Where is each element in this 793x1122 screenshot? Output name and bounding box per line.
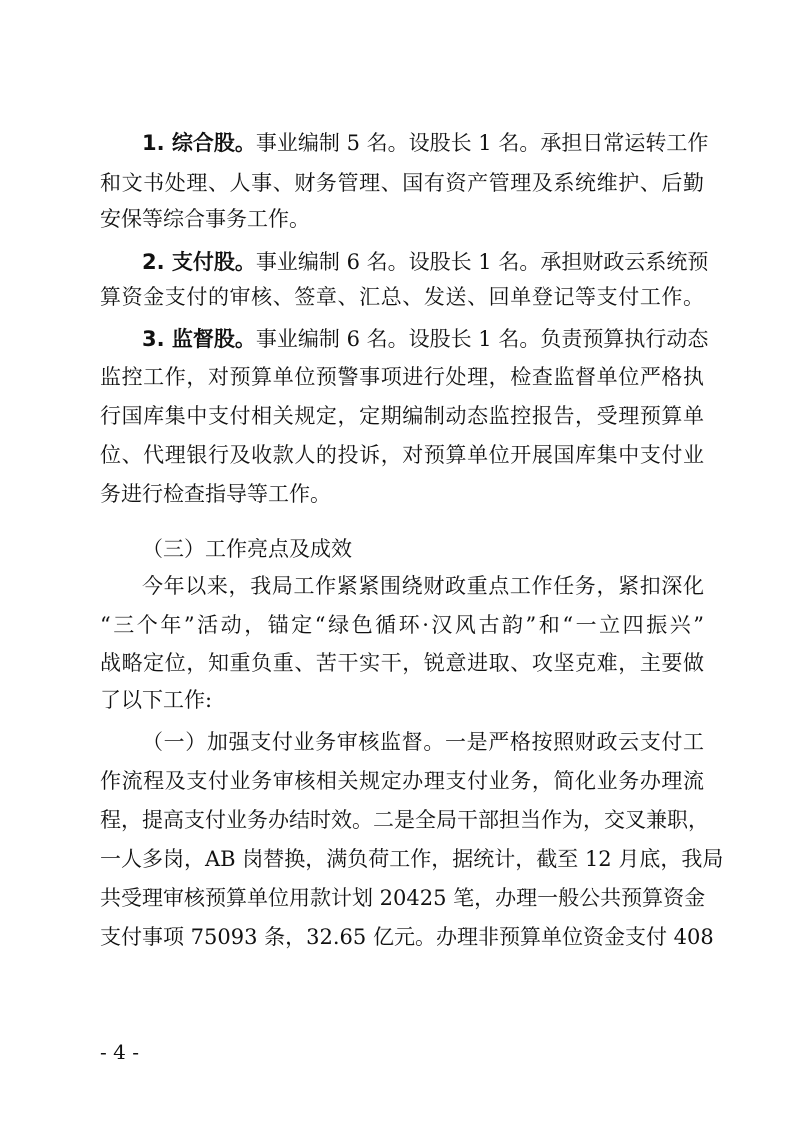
page-number: - 4 - [100, 1040, 139, 1064]
line-text: “三个年”活动，锚定“绿色循环·汉风古韵”和“一立四振兴” [100, 613, 704, 637]
text-line [142, 729, 704, 755]
text-line [100, 612, 704, 638]
section-label: 3. 监督股。 [142, 327, 256, 351]
text-line [100, 687, 704, 713]
line-text: 位、代理银行及收款人的投诉，对预算单位开展国库集中支付业 [100, 443, 704, 467]
line-text: 事业编制 5 名。设股长 1 名。承担日常运转工作 [255, 131, 709, 155]
line-text: 监控工作，对预算单位预警事项进行处理，检查监督单位严格执 [100, 365, 704, 389]
line-text: 行国库集中支付相关规定，定期编制动态监控报告，受理预算单 [100, 404, 704, 428]
text-line [100, 807, 709, 833]
text-line [100, 885, 704, 911]
line-text: 安保等综合事务工作。 [100, 207, 310, 231]
line-text: 算资金支付的审核、签章、汇总、发送、回单登记等支付工作。 [100, 285, 704, 309]
text-line [100, 364, 704, 390]
section-label: 1. 综合股。 [142, 131, 256, 155]
text-line [100, 650, 704, 676]
text-line [142, 130, 709, 156]
text-line [142, 326, 709, 352]
section-label: 2. 支付股。 [142, 250, 256, 274]
text-line [142, 249, 709, 275]
text-line [100, 403, 704, 429]
text-line [100, 924, 714, 950]
text-line [100, 481, 704, 507]
line-text: （三）工作亮点及成效 [142, 537, 352, 561]
line-text: 作流程及支付业务审核相关规定办理支付业务，简化业务办理流 [100, 769, 704, 793]
line-text: 事业编制 6 名。设股长 1 名。承担财政云系统预 [255, 250, 709, 274]
line-text: 和文书处理、人事、财务管理、国有资产管理及系统维护、后勤 [100, 171, 704, 195]
text-line [100, 442, 704, 468]
text-line [100, 206, 704, 232]
text-line [100, 284, 704, 310]
text-line [100, 170, 704, 196]
line-text: 了以下工作: [100, 688, 213, 712]
line-text: 一人多岗，AB 岗替换，满负荷工作，据统计，截至 12 月底，我局 [100, 847, 724, 871]
line-text: 支付事项 75093 条，32.65 亿元。办理非预算单位资金支付 408 [100, 925, 714, 949]
line-text: 务进行检查指导等工作。 [100, 482, 331, 506]
text-line [100, 846, 724, 872]
text-line [142, 536, 704, 562]
line-text: 共受理审核预算单位用款计划 20425 笔，办理一般公共预算资金 [100, 886, 706, 910]
line-text: 今年以来，我局工作紧紧围绕财政重点工作任务，紧扣深化 [142, 574, 704, 598]
line-text: 程，提高支付业务办结时效。二是全局干部担当作为，交叉兼职， [100, 808, 709, 832]
text-line [142, 573, 704, 599]
line-text: （一）加强支付业务审核监督。一是严格按照财政云支付工 [142, 730, 704, 754]
line-text: 战略定位，知重负重、苦干实干，锐意进取、攻坚克难，主要做 [100, 651, 704, 675]
line-text: 事业编制 6 名。设股长 1 名。负责预算执行动态 [255, 327, 709, 351]
text-line [100, 768, 704, 794]
